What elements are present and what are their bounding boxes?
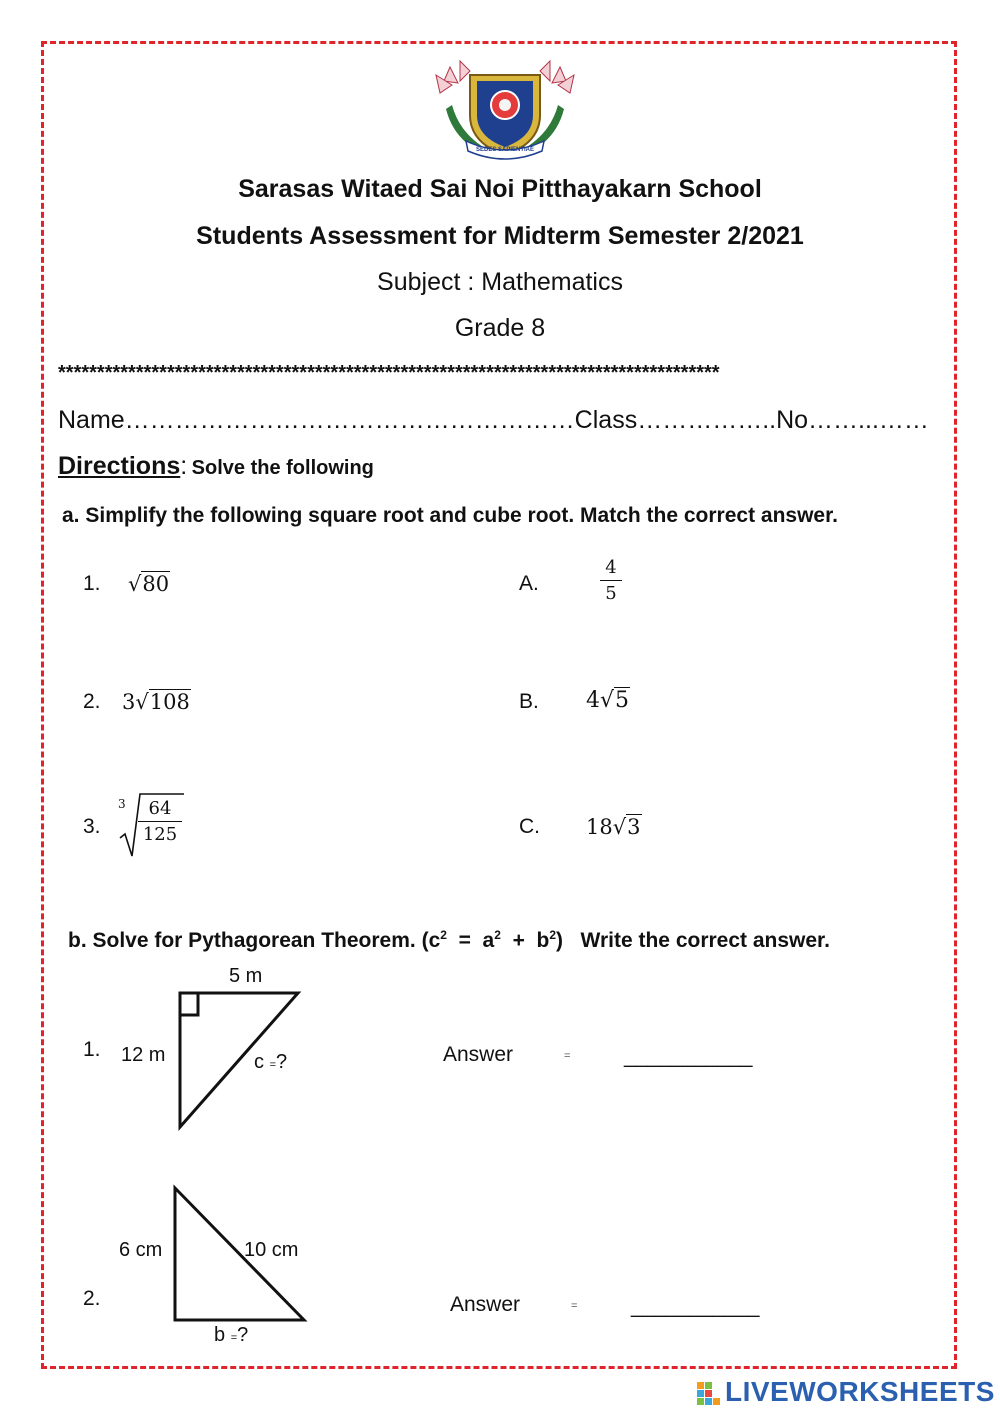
option-a-fraction [600,557,622,604]
triangle-b1-hyp-label [254,1051,287,1074]
problem-b1-number: 1. [83,1038,101,1061]
answer-b2-label: Answer [450,1293,521,1316]
option-c-letter: C. [519,815,540,838]
liveworksheets-wordmark: LIVEWORKSHEETS [725,1376,995,1407]
question-a1-expression: √80 [128,572,170,596]
radicand: 80 [142,572,170,596]
label-var: c [254,1051,264,1073]
triangle-b1-top-label: 5 m [229,965,263,987]
label-var: b [214,1324,226,1346]
directions-colon: : [180,452,188,480]
instruction-part: = a [446,929,495,952]
triangle-b2-bottom-label [214,1324,248,1347]
directions-text: Solve the following [191,457,374,479]
instruction-part: + b [500,929,550,952]
instruction-part: ) Write the correct answer. [556,929,830,952]
section-b-instruction [68,928,830,953]
answer-b1-blank[interactable]: ___________ [624,1045,753,1068]
triangle-b1-side-label: 12 m [121,1044,166,1066]
directions-heading: Directions [58,452,181,480]
radicand-fraction [138,798,182,845]
question-a2-expression: 3√108 [122,690,190,714]
directions [58,452,374,481]
instruction-part: b. Solve for Pythagorean Theorem. (c [68,929,441,952]
label-eq: = [269,1059,276,1071]
triangle-b2-hyp-label: 10 cm [244,1239,299,1261]
coefficient: 4 [586,688,600,713]
radicand: 5 [615,688,630,713]
numerator: 64 [148,798,172,819]
radicand: 108 [149,690,190,714]
answer-b1-label: Answer [443,1043,514,1066]
lily-left [436,61,470,93]
fraction-line [138,821,182,822]
denominator: 5 [605,583,617,604]
question-a1-number: 1. [83,572,101,595]
option-b-expression: 4√5 [586,688,630,713]
radicand: 3 [627,815,641,839]
answer-b2-equals: = [571,1300,578,1312]
school-crest-logo [430,55,580,167]
lily-right [540,61,574,93]
subject-line: Subject : Mathematics [377,268,623,296]
label-eq: = [230,1332,238,1344]
triangle-b2-side-label: 6 cm [119,1239,163,1261]
liveworksheets-blocks-icon [697,1382,721,1406]
option-b-letter: B. [519,690,539,713]
question-a3-number: 3. [83,815,101,838]
denominator: 125 [142,824,178,845]
crest-motto: SEDES SAPIENTIAE [475,147,535,153]
option-a-letter: A. [519,572,539,595]
answer-b1-equals: = [564,1050,571,1062]
label-q: ? [276,1051,288,1073]
fraction-line [600,580,622,581]
answer-b2-blank[interactable]: ___________ [631,1295,760,1318]
question-a2-number: 2. [83,690,101,713]
grade-line: Grade 8 [454,314,546,342]
school-name: Sarasas Witaed Sai Noi Pitthayakarn School [238,175,762,203]
exponent: 2 [440,928,447,942]
star-divider: ************************************************************************************* [58,362,720,384]
student-info-line: Name………………………………………………Class……………..No……...…… [58,406,929,434]
exponent: 2 [494,928,501,942]
coefficient: 3 [122,690,136,714]
exponent: 2 [549,928,557,942]
label-q: ? [237,1324,249,1346]
problem-b2-number: 2. [83,1287,101,1310]
coefficient: 18 [586,815,613,839]
triangle-b1-diagram [170,985,310,1135]
option-c-expression: 18√3 [586,815,641,839]
root-index: 3 [118,797,126,811]
section-a-instruction: a. Simplify the following square root and cube root. Match the correct answer. [62,504,838,527]
numerator: 4 [605,557,617,578]
assessment-title: Students Assessment for Midterm Semester 2/2021 [196,222,804,250]
